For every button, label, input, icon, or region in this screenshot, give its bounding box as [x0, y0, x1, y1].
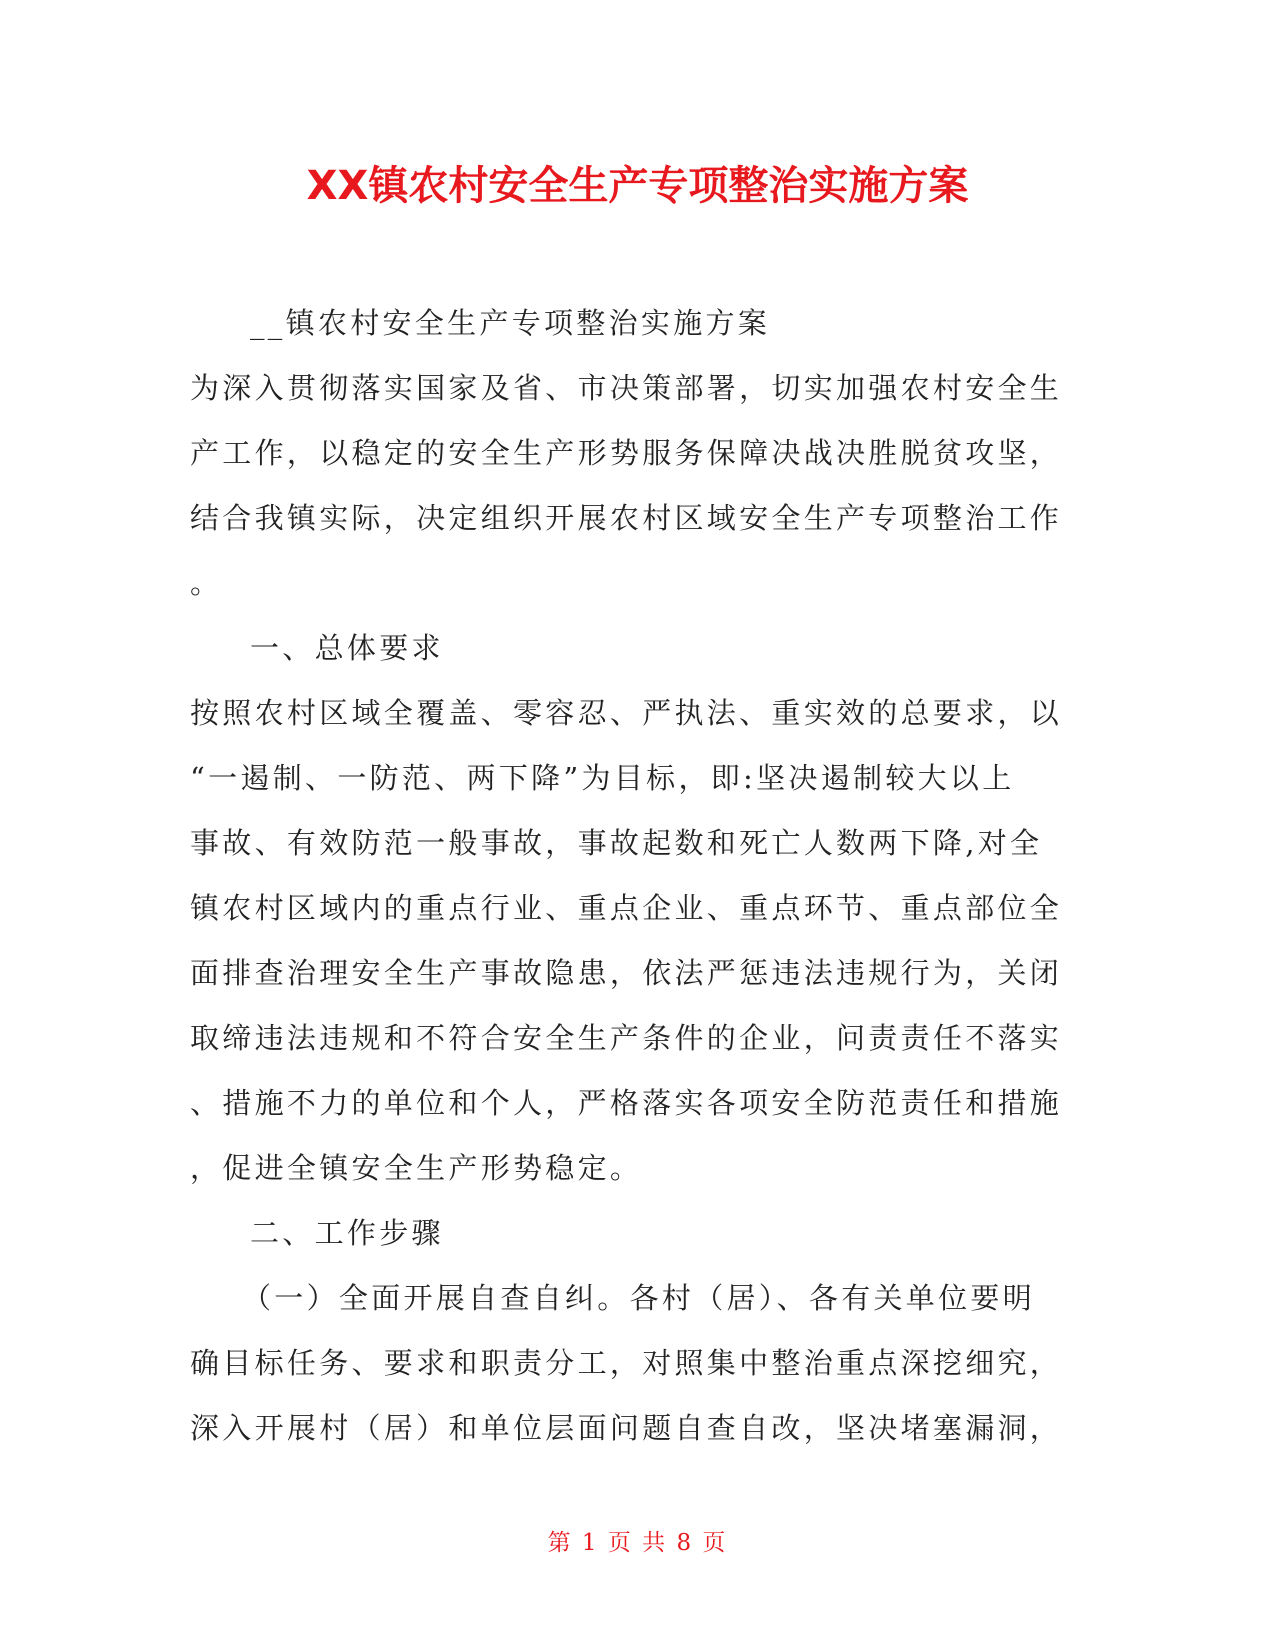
- body-line: 取缔违法违规和不符合安全生产条件的企业，问责责任不落实: [190, 1021, 1063, 1055]
- body-line: （一）全面开展自查自纠。各村（居）、各有关单位要明: [242, 1281, 1036, 1315]
- body-line-subtitle: __镇农村安全生产专项整治实施方案: [250, 306, 771, 340]
- body-line: 镇农村区域内的重点行业、重点企业、重点环节、重点部位全: [190, 891, 1063, 925]
- body-line: 按照农村区域全覆盖、零容忍、严执法、重实效的总要求，以: [190, 696, 1063, 730]
- body-line: 事故、有效防范一般事故，事故起数和死亡人数两下降,对全: [190, 826, 1043, 860]
- document-title: XX镇农村安全生产专项整治实施方案: [306, 163, 969, 209]
- body-line: 。: [190, 566, 223, 600]
- body-line: 为深入贯彻落实国家及省、市决策部署，切实加强农村安全生: [190, 371, 1063, 405]
- body-line: 结合我镇实际，决定组织开展农村区域安全生产专项整治工作: [190, 501, 1063, 535]
- body-line: ，促进全镇安全生产形势稳定。: [190, 1151, 643, 1185]
- body-line: 面排查治理安全生产事故隐患，依法严惩违法违规行为，关闭: [190, 956, 1063, 990]
- section-heading-overall-requirements: 一、总体要求: [250, 631, 444, 665]
- body-line: 深入开展村（居）和单位层面问题自查自改，坚决堵塞漏洞，: [190, 1411, 1063, 1445]
- body-line: 确目标任务、要求和职责分工，对照集中整治重点深挖细究，: [190, 1346, 1063, 1380]
- document-body: [190, 291, 1090, 1461]
- body-line: 、措施不力的单位和个人，严格落实各项安全防范责任和措施: [190, 1086, 1063, 1120]
- body-line: “一遏制、一防范、两下降”为目标，即:坚决遏制较大以上: [190, 761, 1015, 795]
- page-number-footer: 第 1 页 共 8 页: [547, 1530, 728, 1556]
- body-line: 产工作，以稳定的安全生产形势服务保障决战决胜脱贫攻坚，: [190, 436, 1063, 470]
- section-heading-work-steps: 二、工作步骤: [250, 1216, 444, 1250]
